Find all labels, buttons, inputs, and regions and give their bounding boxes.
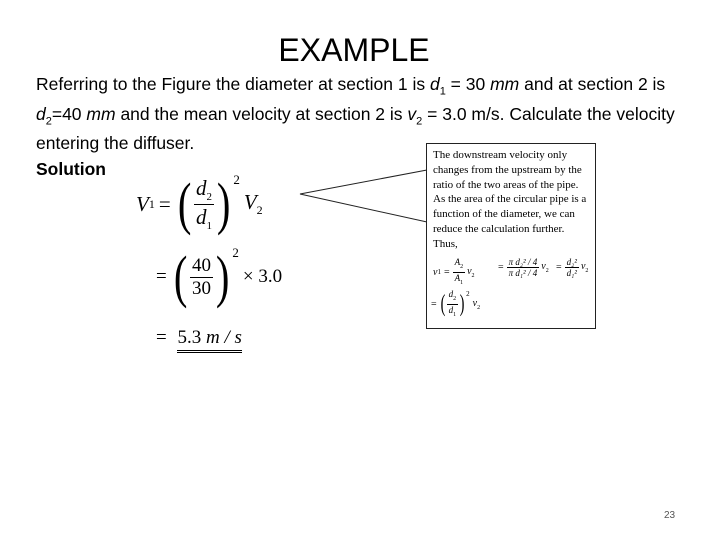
solution-label: Solution [36,159,106,179]
eq1-num: d [196,176,207,201]
callout-eq-d-right-paren: ) [459,291,465,318]
callout-eq-d-num-sub: 2 [453,295,457,302]
callout-text: The downstream velocity only changes from the upstream by the ratio of the two areas of the pipe. As the area of the circular pipe is a function of the diameter, we can reduce the calculation further. Thus, [433,149,587,250]
eq2-num: 40 [192,254,212,276]
callout-eq-b [495,257,549,278]
callout-eq-c-den: d₁² [566,268,577,278]
callout-eq-d-exponent: 2 [466,290,470,299]
callout-eq-b-fraction [507,257,540,278]
eq2-left-paren: ( [173,244,188,309]
eq3-result: 5.3 [177,327,202,348]
callout-eq-a-den-sub: 1 [460,279,464,286]
eq2-right-paren: ) [215,244,230,309]
eq1-lhs-sub: 1 [148,196,155,211]
callout-eq-c [553,257,588,278]
callout-eq-d-fraction [447,289,459,320]
callout-eq-d [431,289,480,320]
eq1-lhs: V [136,191,149,216]
callout-eq-a-den: A [454,272,461,283]
callout-eq-d-v: v [472,297,478,309]
page-number: 23 [664,510,676,521]
callout-eq-b-v: v [541,261,546,272]
eq1-right-paren: ) [216,171,231,236]
problem-text-2: = 30 [445,74,491,94]
d1-subscript: 1 [439,85,446,98]
callout-eq-a-v-sub: 2 [471,272,475,279]
eq1-num-sub: 2 [206,191,212,204]
callout-eq-b-den: π d₁² / 4 [508,268,538,278]
problem-text-1: Referring to the Figure the diameter at section 1 is [36,74,430,94]
callout-eq-c-v: v [580,261,586,272]
callout-box [426,143,596,329]
callout-eq-a-v: v [467,265,472,277]
callout-eq-b-equals: = [498,262,504,273]
problem-text-3: and at section 2 is [519,74,666,94]
callout-eq-a-equals: = [443,266,450,278]
v2-variable: v [407,103,417,124]
eq1-den-sub: 1 [206,219,212,232]
callout-eq-a-num-sub: 2 [460,263,464,270]
problem-text-4: =40 [51,103,87,124]
eq1-left-paren: ( [177,171,192,236]
eq2-exponent: 2 [232,245,239,260]
callout-eq-c-v-sub: 2 [585,268,589,274]
unit-mm-1: mm [490,74,520,94]
callout-eq-d-equals: = [431,298,437,310]
eq1-equals: = [158,191,171,216]
problem-text-6: = 3.0 m/s. Calculate the velocity entering the diffuser. [36,103,675,153]
d1-variable: d [429,74,440,94]
eq3-equals: = [156,327,167,348]
slide-title: EXAMPLE [278,32,430,68]
callout-eq-d-num: d [448,289,454,299]
callout-eq-c-fraction [565,257,579,278]
eq3-unit: m / s [205,327,242,348]
eq1-den: d [196,204,207,229]
callout-eq-c-num: d₂² [566,257,577,267]
callout-eq-a-lhs: v [433,266,438,278]
eq1-exponent: 2 [233,172,240,187]
callout-eq-d-den-sub: 1 [453,311,457,318]
callout-eq-d-den: d [448,304,454,315]
v2-subscript: 2 [416,115,423,127]
callout-eq-a-num: A [454,257,461,267]
eq1-rhs-sub: 2 [256,203,263,218]
callout-eq-a-fraction [453,257,466,288]
d2-subscript: 2 [45,115,52,127]
unit-mm-2: mm [86,103,116,124]
callout-eq-d-v-sub: 2 [477,304,481,311]
problem-text-5: and the mean velocity at section 2 is [115,103,408,124]
callout-eq-a [433,257,475,288]
callout-eq-c-equals: = [556,262,562,273]
eq2-equals: = [156,266,167,287]
eq2-den: 30 [192,277,212,299]
callout-eq-b-v-sub: 2 [545,268,549,274]
eq2-rhs: × 3.0 [242,266,283,287]
callout-eq-d-left-paren: ( [440,291,446,318]
callout-eq-b-num: π d₂² / 4 [508,257,538,267]
d2-variable: d [36,103,46,124]
callout-eq-a-lhs-sub: 1 [437,268,441,277]
eq1-rhs: V [243,189,257,214]
